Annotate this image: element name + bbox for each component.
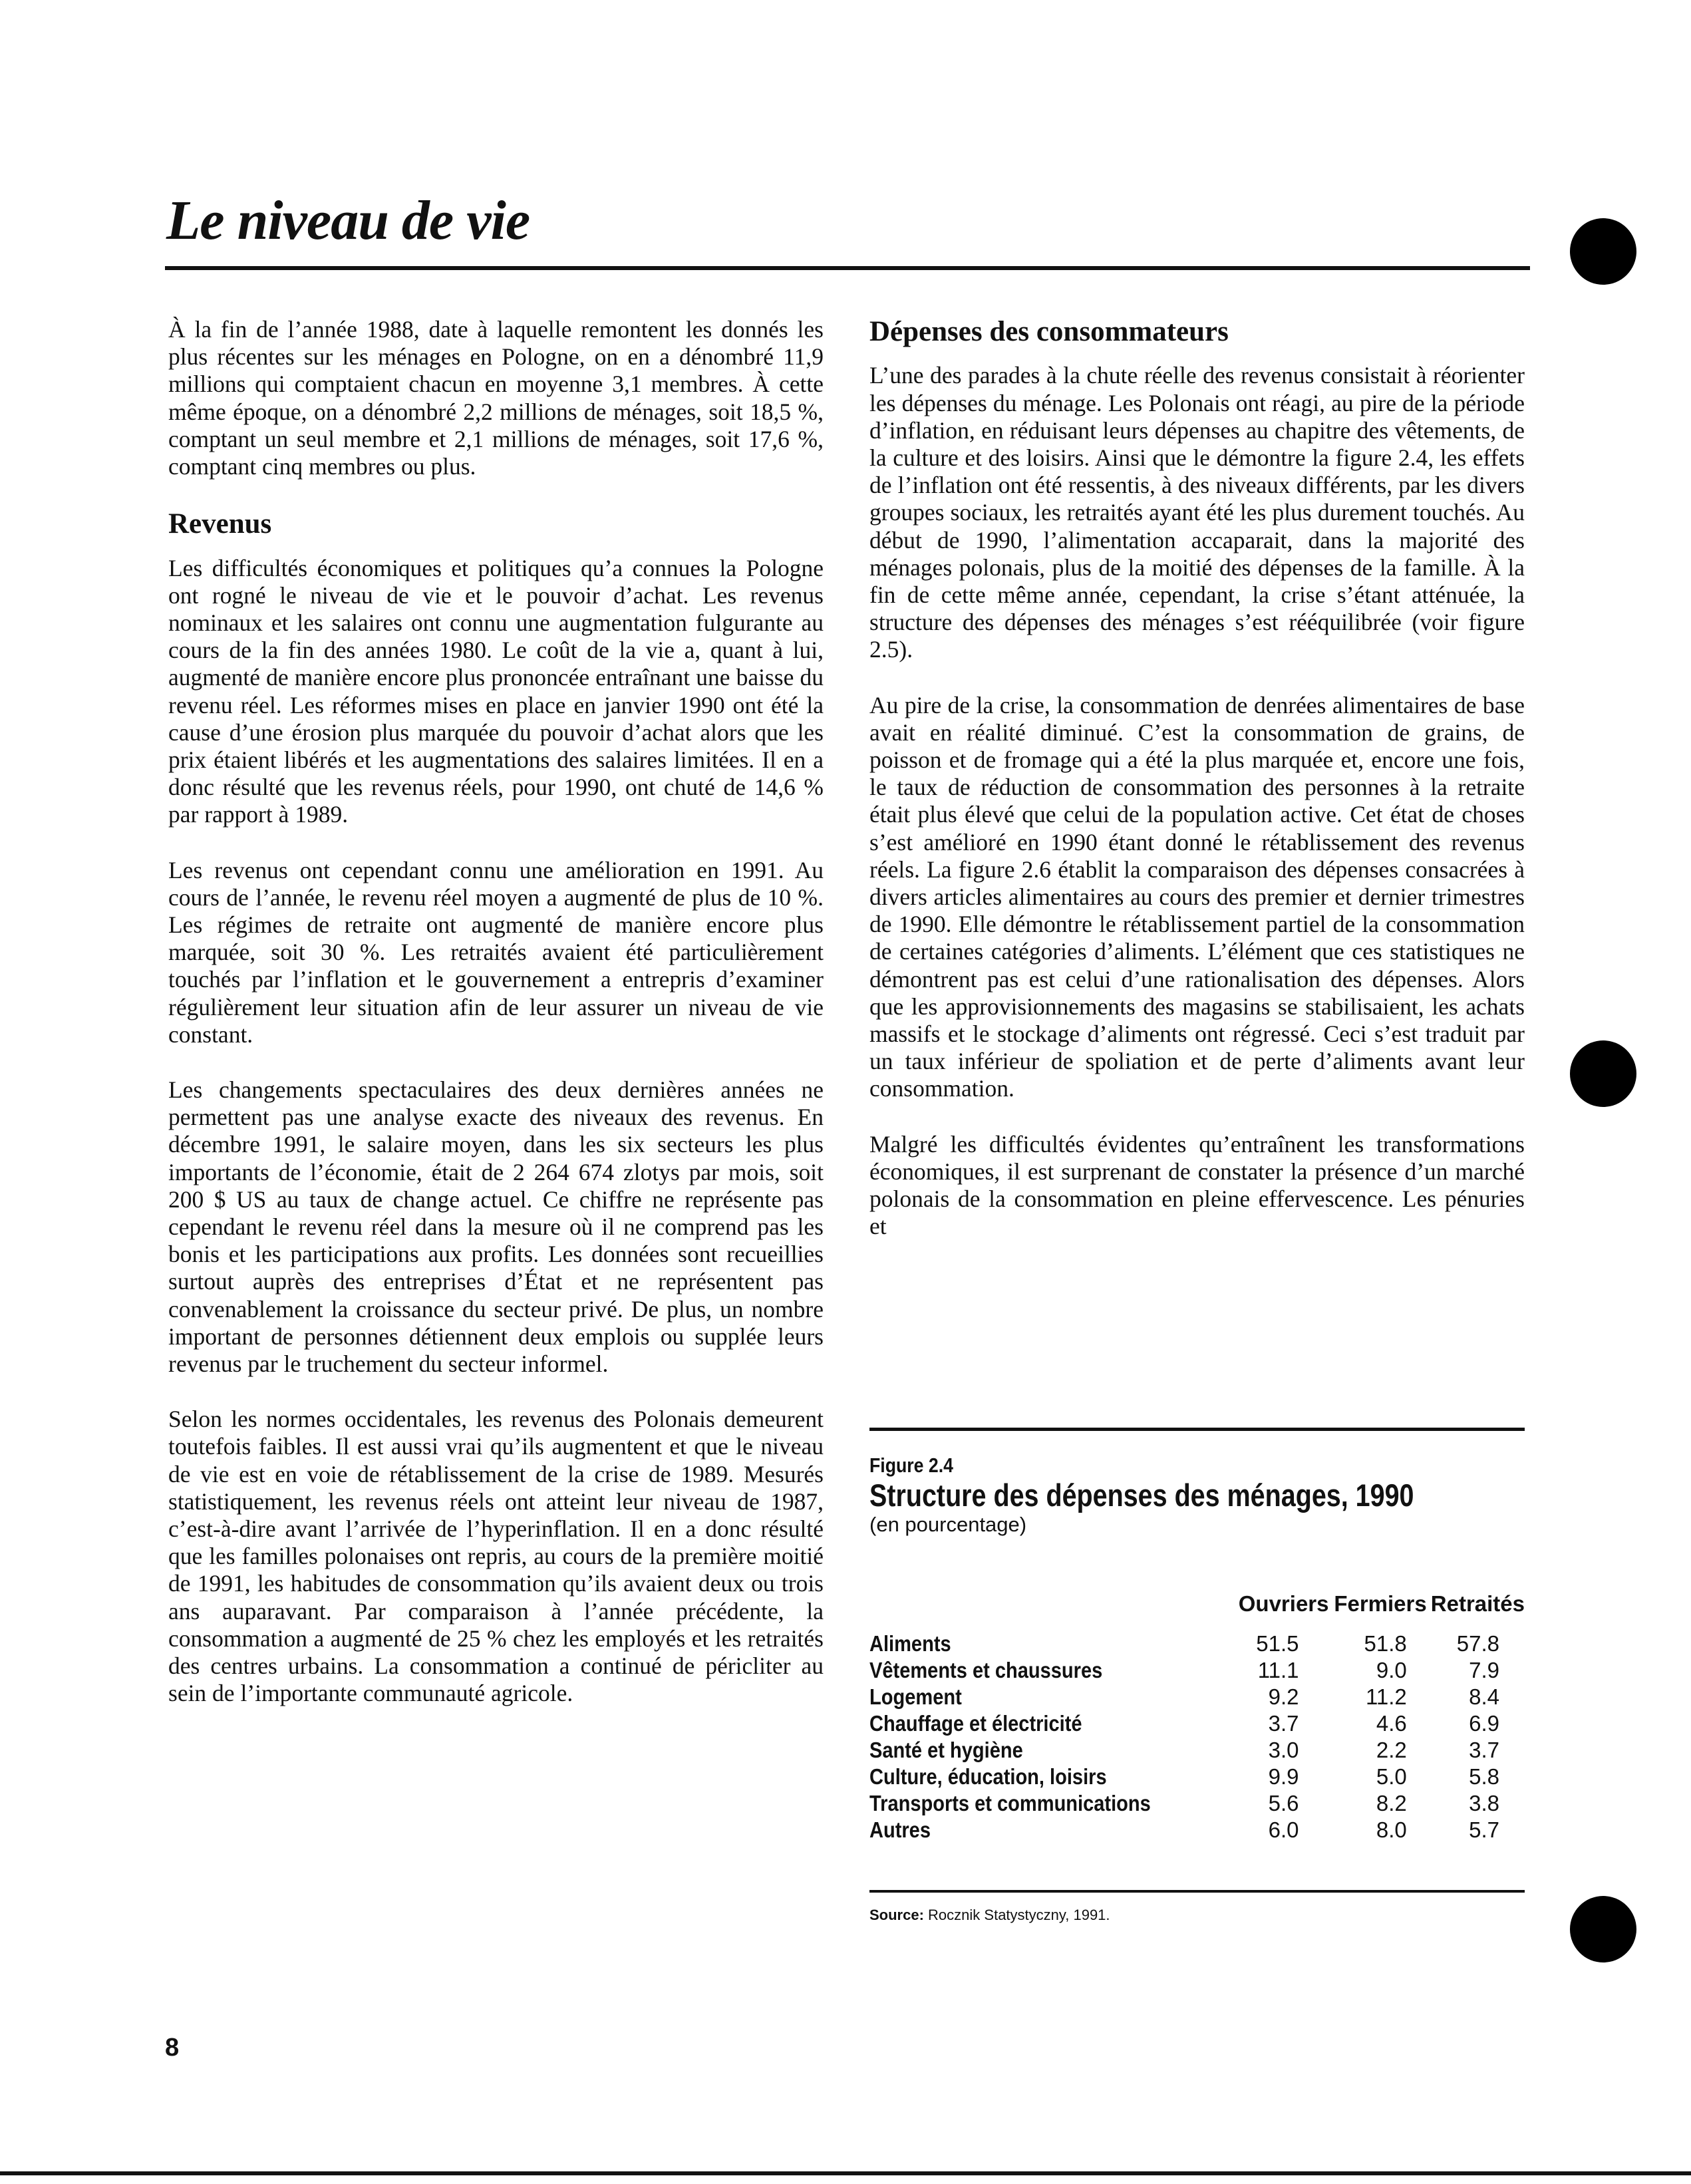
- figure-number: Figure 2.4: [869, 1454, 953, 1477]
- row-label: Aliments: [869, 1631, 951, 1656]
- section-heading-revenus: Revenus: [168, 508, 272, 540]
- cell-retraites: 3.7: [1469, 1738, 1499, 1762]
- table-row: [869, 1737, 1525, 1764]
- cell-retraites: 5.8: [1469, 1764, 1499, 1789]
- cell-retraites: 5.7: [1469, 1817, 1499, 1842]
- cell-fermiers: 8.0: [1376, 1817, 1407, 1842]
- bottom-rule: [0, 2171, 1691, 2175]
- cell-retraites: 3.8: [1469, 1791, 1499, 1815]
- table-header-fermiers: Fermiers: [1334, 1591, 1427, 1616]
- revenus-paragraph-1: Les difficultés économiques et politiques qu’a connues la Pologne ont rogné le niveau de vie et le pouvoir d’achat. Les revenus nominaux et les salaires ont connu une augmentation fulgurante au cours de la fin des années 1980. Le coût de la vie a, quant à lui, augmenté de manière encore plus prononcée entraînant une baisse du revenu réel. Les réformes mises en place en janvier 1990 ont été la cause d’une érosion plus marquée du pouvoir d’achat alors que les prix étaient libérés et les augmentations des salaires limitées. Il en a donc résulté que les revenus réels, pour 1990, ont chuté de 14,6 % par rapport à 1989.: [168, 554, 824, 828]
- depenses-paragraph-1: L’une des parades à la chute réelle des revenus consistait à réorienter les dépenses du ménage. Les Polonais ont réagi, au pire de la période d’inflation, en réduisant leurs dépenses au chapitre des vêtements, de la culture et des loisirs. Ainsi que le démontre la figure 2.4, les effets de l’inflation ont été ressentis, à des niveaux différents, par les divers groupes sociaux, les retraités ayant été les plus durement touchés. Au début de 1990, l’alimentation accaparait, dans la majorité des ménages polonais, plus de la moitié des dépenses de la famille. À la fin de cette même année, cependant, la crise s’étant atténuée, la structure des dépenses des ménages s’est rééquilibrée (voir figure 2.5).: [869, 362, 1525, 663]
- figure-table: [869, 1591, 1525, 1843]
- figure-source: [869, 1907, 1110, 1924]
- cell-fermiers: 5.0: [1376, 1764, 1407, 1789]
- table-row: [869, 1684, 1525, 1710]
- revenus-paragraph-3: Les changements spectaculaires des deux dernières années ne permettent pas une analyse exacte des niveaux des revenus. En décembre 1991, le salaire moyen, dans les six secteurs les plus importants de l’économie, était de 2 264 674 zlotys par mois, soit 200 $ US au taux de change actuel. Ce chiffre ne représente pas cependant le revenu réel dans la mesure où il ne comprend pas les bonis et les participations aux profits. Les données sont recueillies surtout auprès des entreprises d’État et ne représentent pas convenablement la croissance du secteur privé. De plus, un nombre important de personnes détiennent deux emplois ou supplée leurs revenus par le truchement du secteur informel.: [168, 1076, 824, 1377]
- cell-ouvriers: 6.0: [1268, 1817, 1299, 1842]
- table-row: [869, 1710, 1525, 1737]
- cell-ouvriers: 3.0: [1268, 1738, 1299, 1762]
- cell-ouvriers: 51.5: [1256, 1631, 1299, 1656]
- cell-retraites: 6.9: [1469, 1711, 1499, 1736]
- cell-ouvriers: 11.1: [1257, 1658, 1299, 1682]
- intro-paragraph: À la fin de l’année 1988, date à laquelle remontent les donnés les plus récentes sur les ménages en Pologne, on en a dénombré 11,9 millions qui comptaient chacun en moyenne 3,1 membres. À cette même époque, on a dénombré 2,2 millions de ménages, soit 18,5 %, comptant un seul membre et 2,1 millions de ménages, soit 17,6 %, comptant cinq membres ou plus.: [168, 316, 824, 480]
- row-label: Logement: [869, 1684, 962, 1709]
- cell-ouvriers: 9.9: [1268, 1764, 1299, 1789]
- depenses-paragraph-3: Malgré les difficultés évidentes qu’entraînent les transformations économiques, il est surprenant de constater la présence d’un marché polonais de la consommation en pleine effervescence. Les pénuries et: [869, 1130, 1525, 1240]
- cell-fermiers: 4.6: [1376, 1711, 1407, 1736]
- cell-retraites: 57.8: [1456, 1631, 1499, 1656]
- cell-fermiers: 11.2: [1365, 1684, 1407, 1709]
- table-header-retraites: Retraités: [1430, 1591, 1525, 1616]
- table-row: [869, 1631, 1525, 1657]
- row-label: Transports et communications: [869, 1791, 1151, 1815]
- left-column: [168, 316, 824, 1735]
- row-label: Vêtements et chaussures: [869, 1658, 1103, 1682]
- row-label: Chauffage et électricité: [869, 1711, 1082, 1736]
- depenses-paragraph-2: Au pire de la crise, la consommation de denrées alimentaires de base avait en réalité diminué. C’est la consommation de grains, de poisson et de fromage qui a été la plus marquée et, encore une fois, le taux de réduction de consommation des personnes à la retraite était plus élevé que celui de la population active. Cet état de choses s’est amélioré en 1990 étant donné le rétablissement des revenus réels. La figure 2.6 établit la comparaison des dépenses consacrées à divers articles alimentaires au cours des premier et dernier trimestres de 1990. Elle démontre le rétablissement partiel de la consommation de certaines catégories d’aliments. L’élément que ces statistiques ne démontrent pas est celui d’une rationalisation des dépenses. Alors que les approvisionnements des magasins se stabilisaient, les achats massifs et le stockage d’aliments ont régressé. Ceci s’est traduit par un taux inférieur de spoliation et de perte d’aliments avant leur consommation.: [869, 691, 1525, 1102]
- table-row: [869, 1790, 1525, 1817]
- margin-bullet-middle: [1570, 1040, 1636, 1107]
- cell-ouvriers: 5.6: [1268, 1791, 1299, 1815]
- page-number: 8: [165, 2034, 180, 2062]
- page-title: Le niveau de vie: [166, 190, 530, 251]
- title-rule: [165, 266, 1530, 270]
- revenus-paragraph-4: Selon les normes occidentales, les revenus des Polonais demeurent toutefois faibles. Il est aussi vrai qu’ils augmentent et que le niveau de vie est en voie de rétablissement de la crise de 1989. Mesurés statistiquement, les revenus réels ont atteint leur niveau de 1987, c’est-à-dire avant l’arrivée de l’hyperinflation. Il en a donc résulté que les familles polonaises ont repris, au cours de la première moitié de 1991, les habitudes de consommation qu’ils avaient deux ou trois ans auparavant. Par comparaison à l’année précédente, la consommation a augmenté de 25 % chez les employés et les retraités des centres urbains. La consommation a continué de péricliter au sein de l’importante communauté agricole.: [168, 1406, 824, 1707]
- revenus-paragraph-2: Les revenus ont cependant connu une amélioration en 1991. Au cours de l’année, le revenu réel moyen a augmenté de plus de 10 %. Les régimes de retraite ont augmenté de manière encore plus marquée, soit 30 %. Les retraités avaient été particulièrement touchés par l’inflation et le gouvernement a entrepris d’examiner régulièrement leur situation afin de leur assurer un niveau de vie constant.: [168, 856, 824, 1048]
- figure-title: Structure des dépenses des ménages, 1990: [869, 1478, 1414, 1513]
- cell-fermiers: 51.8: [1364, 1631, 1407, 1656]
- cell-fermiers: 9.0: [1376, 1658, 1407, 1682]
- figure-top-rule: [869, 1428, 1525, 1431]
- row-label: Santé et hygiène: [869, 1738, 1023, 1762]
- table-row: [869, 1657, 1525, 1684]
- source-text: Rocznik Statystyczny, 1991.: [928, 1907, 1110, 1923]
- cell-ouvriers: 3.7: [1268, 1711, 1299, 1736]
- table-header-blank: [869, 1591, 1231, 1631]
- margin-bullet-top: [1570, 218, 1636, 285]
- figure-bottom-rule: [869, 1890, 1525, 1893]
- row-label: Culture, éducation, loisirs: [869, 1764, 1107, 1789]
- cell-fermiers: 2.2: [1376, 1738, 1407, 1762]
- source-label: Source:: [869, 1907, 924, 1923]
- table-header-row: [869, 1591, 1525, 1631]
- margin-bullet-bottom: [1570, 1896, 1636, 1962]
- cell-retraites: 7.9: [1469, 1658, 1499, 1682]
- section-heading-depenses: Dépenses des consommateurs: [869, 316, 1229, 347]
- figure-2-4: [869, 1428, 1525, 1923]
- table-row: [869, 1764, 1525, 1790]
- table-header-ouvriers: Ouvriers: [1238, 1591, 1329, 1616]
- table-row: [869, 1817, 1525, 1843]
- right-column: [869, 316, 1525, 1268]
- figure-subtitle: (en pourcentage): [869, 1513, 1027, 1537]
- cell-ouvriers: 9.2: [1268, 1684, 1299, 1709]
- cell-fermiers: 8.2: [1376, 1791, 1407, 1815]
- cell-retraites: 8.4: [1469, 1684, 1499, 1709]
- row-label: Autres: [869, 1817, 931, 1842]
